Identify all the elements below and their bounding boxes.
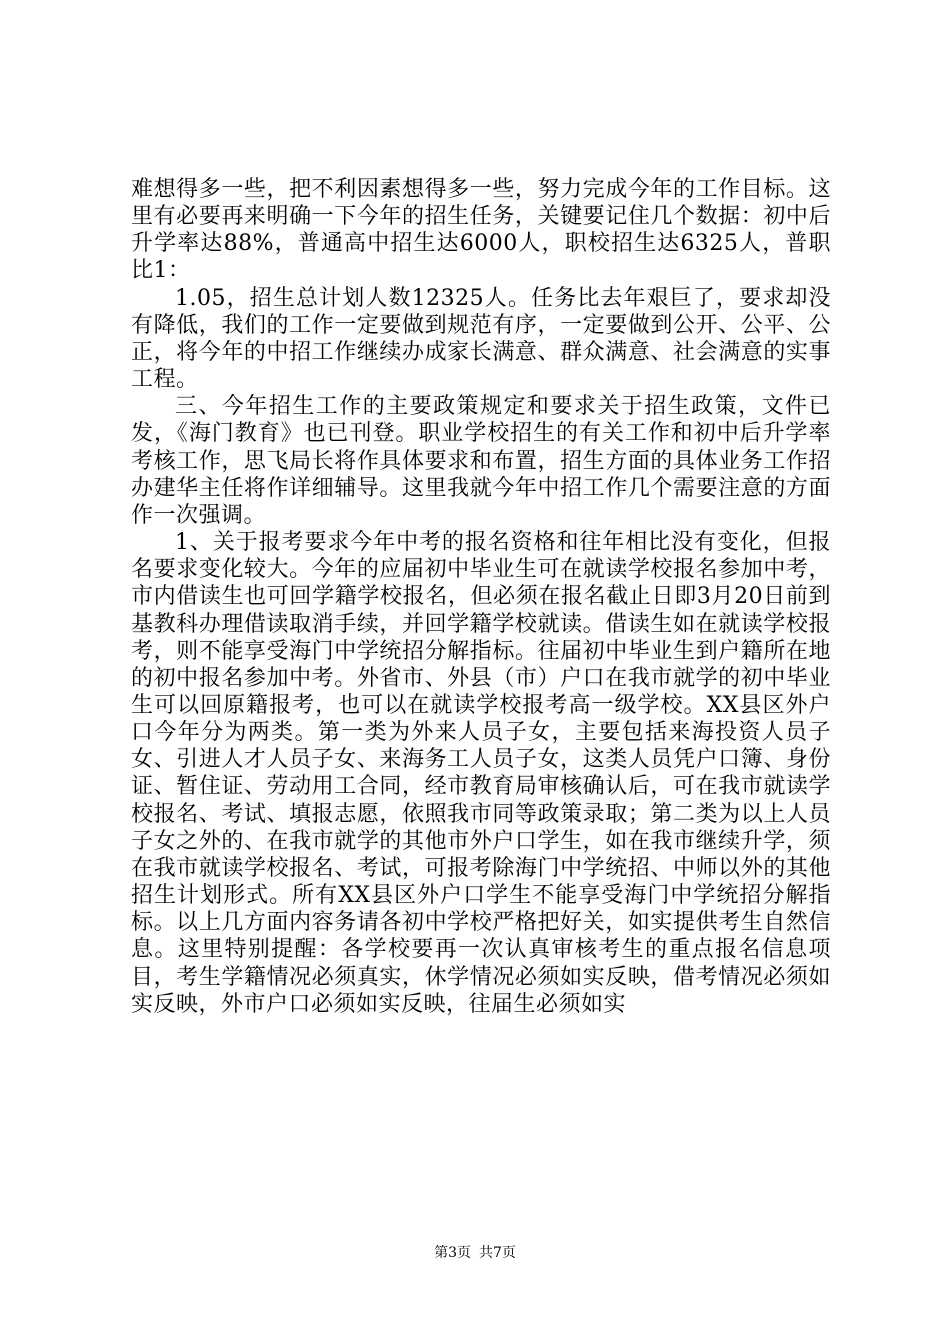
paragraph-2: 1.05，招生总计划人数12325人。任务比去年艰巨了，要求却没有降低，我们的工作一定要做到规范有序，一定要做到公开、公平、公正，将今年的中招工作继续办成家长满意、群众满意、社会满意的实事工程。 [131,285,831,393]
page-number: 第3页 [434,1245,471,1261]
paragraph-3: 三、今年招生工作的主要政策规定和要求关于招生政策，文件已发，《海门教育》也已刊登。职业学校招生的有关工作和初中后升学率考核工作，思飞局长将作具体要求和布置，招生方面的具体业务工作招办建华主任将作详细辅导。这里我就今年中招工作几个需要注意的方面作一次强调。 [131,394,831,528]
page-footer [0,1244,950,1262]
paragraph-4: 1、关于报考要求今年中考的报名资格和往年相比没有变化，但报名要求变化较大。今年的应届初中毕业生可在就读学校报名参加中考，市内借读生也可回学籍学校报名，但必须在报名截止日即3月20日前到基教科办理借读取消手续，并回学籍学校就读。借读生如在就读学校报考，则不能享受海门中学统招分解指标。往届初中毕业生到户籍所在地的初中报名参加中考。外省市、外县（市）户口在我市就学的初中毕业生可以回原籍报考，也可以在就读学校报考高一级学校。XX县区外户口今年分为两类。第一类为外来人员子女，主要包括来海投资人员子女、引进人才人员子女、来海务工人员子女，这类人员凭户口簿、身份证、暂住证、劳动用工合同，经市教育局审核确认后，可在我市就读学校报名、考试、填报志愿，依照我市同等政策录取；第二类为以上人员子女之外的、在我市就学的其他市外户口学生，如在我市继续升学，须在我市就读学校报名、考试，可报考除海门中学统招、中师以外的其他招生计划形式。所有XX县区外户口学生不能享受海门中学统招分解指标。以上几方面内容务请各初中学校严格把好关，如实提供考生自然信息。这里特别提醒：各学校要再一次认真审核考生的重点报名信息项目，考生学籍情况必须真实，休学情况必须如实反映，借考情况必须如实反映，外市户口必须如实反映，往届生必须如实 [131,530,831,1017]
page-total: 共7页 [479,1245,516,1261]
document-body [131,176,831,1018]
paragraph-1: 难想得多一些，把不利因素想得多一些，努力完成今年的工作目标。这里有必要再来明确一下今年的招生任务，关键要记住几个数据：初中后升学率达88%，普通高中招生达6000人，职校招生达6325人，普职比1： [131,177,831,284]
